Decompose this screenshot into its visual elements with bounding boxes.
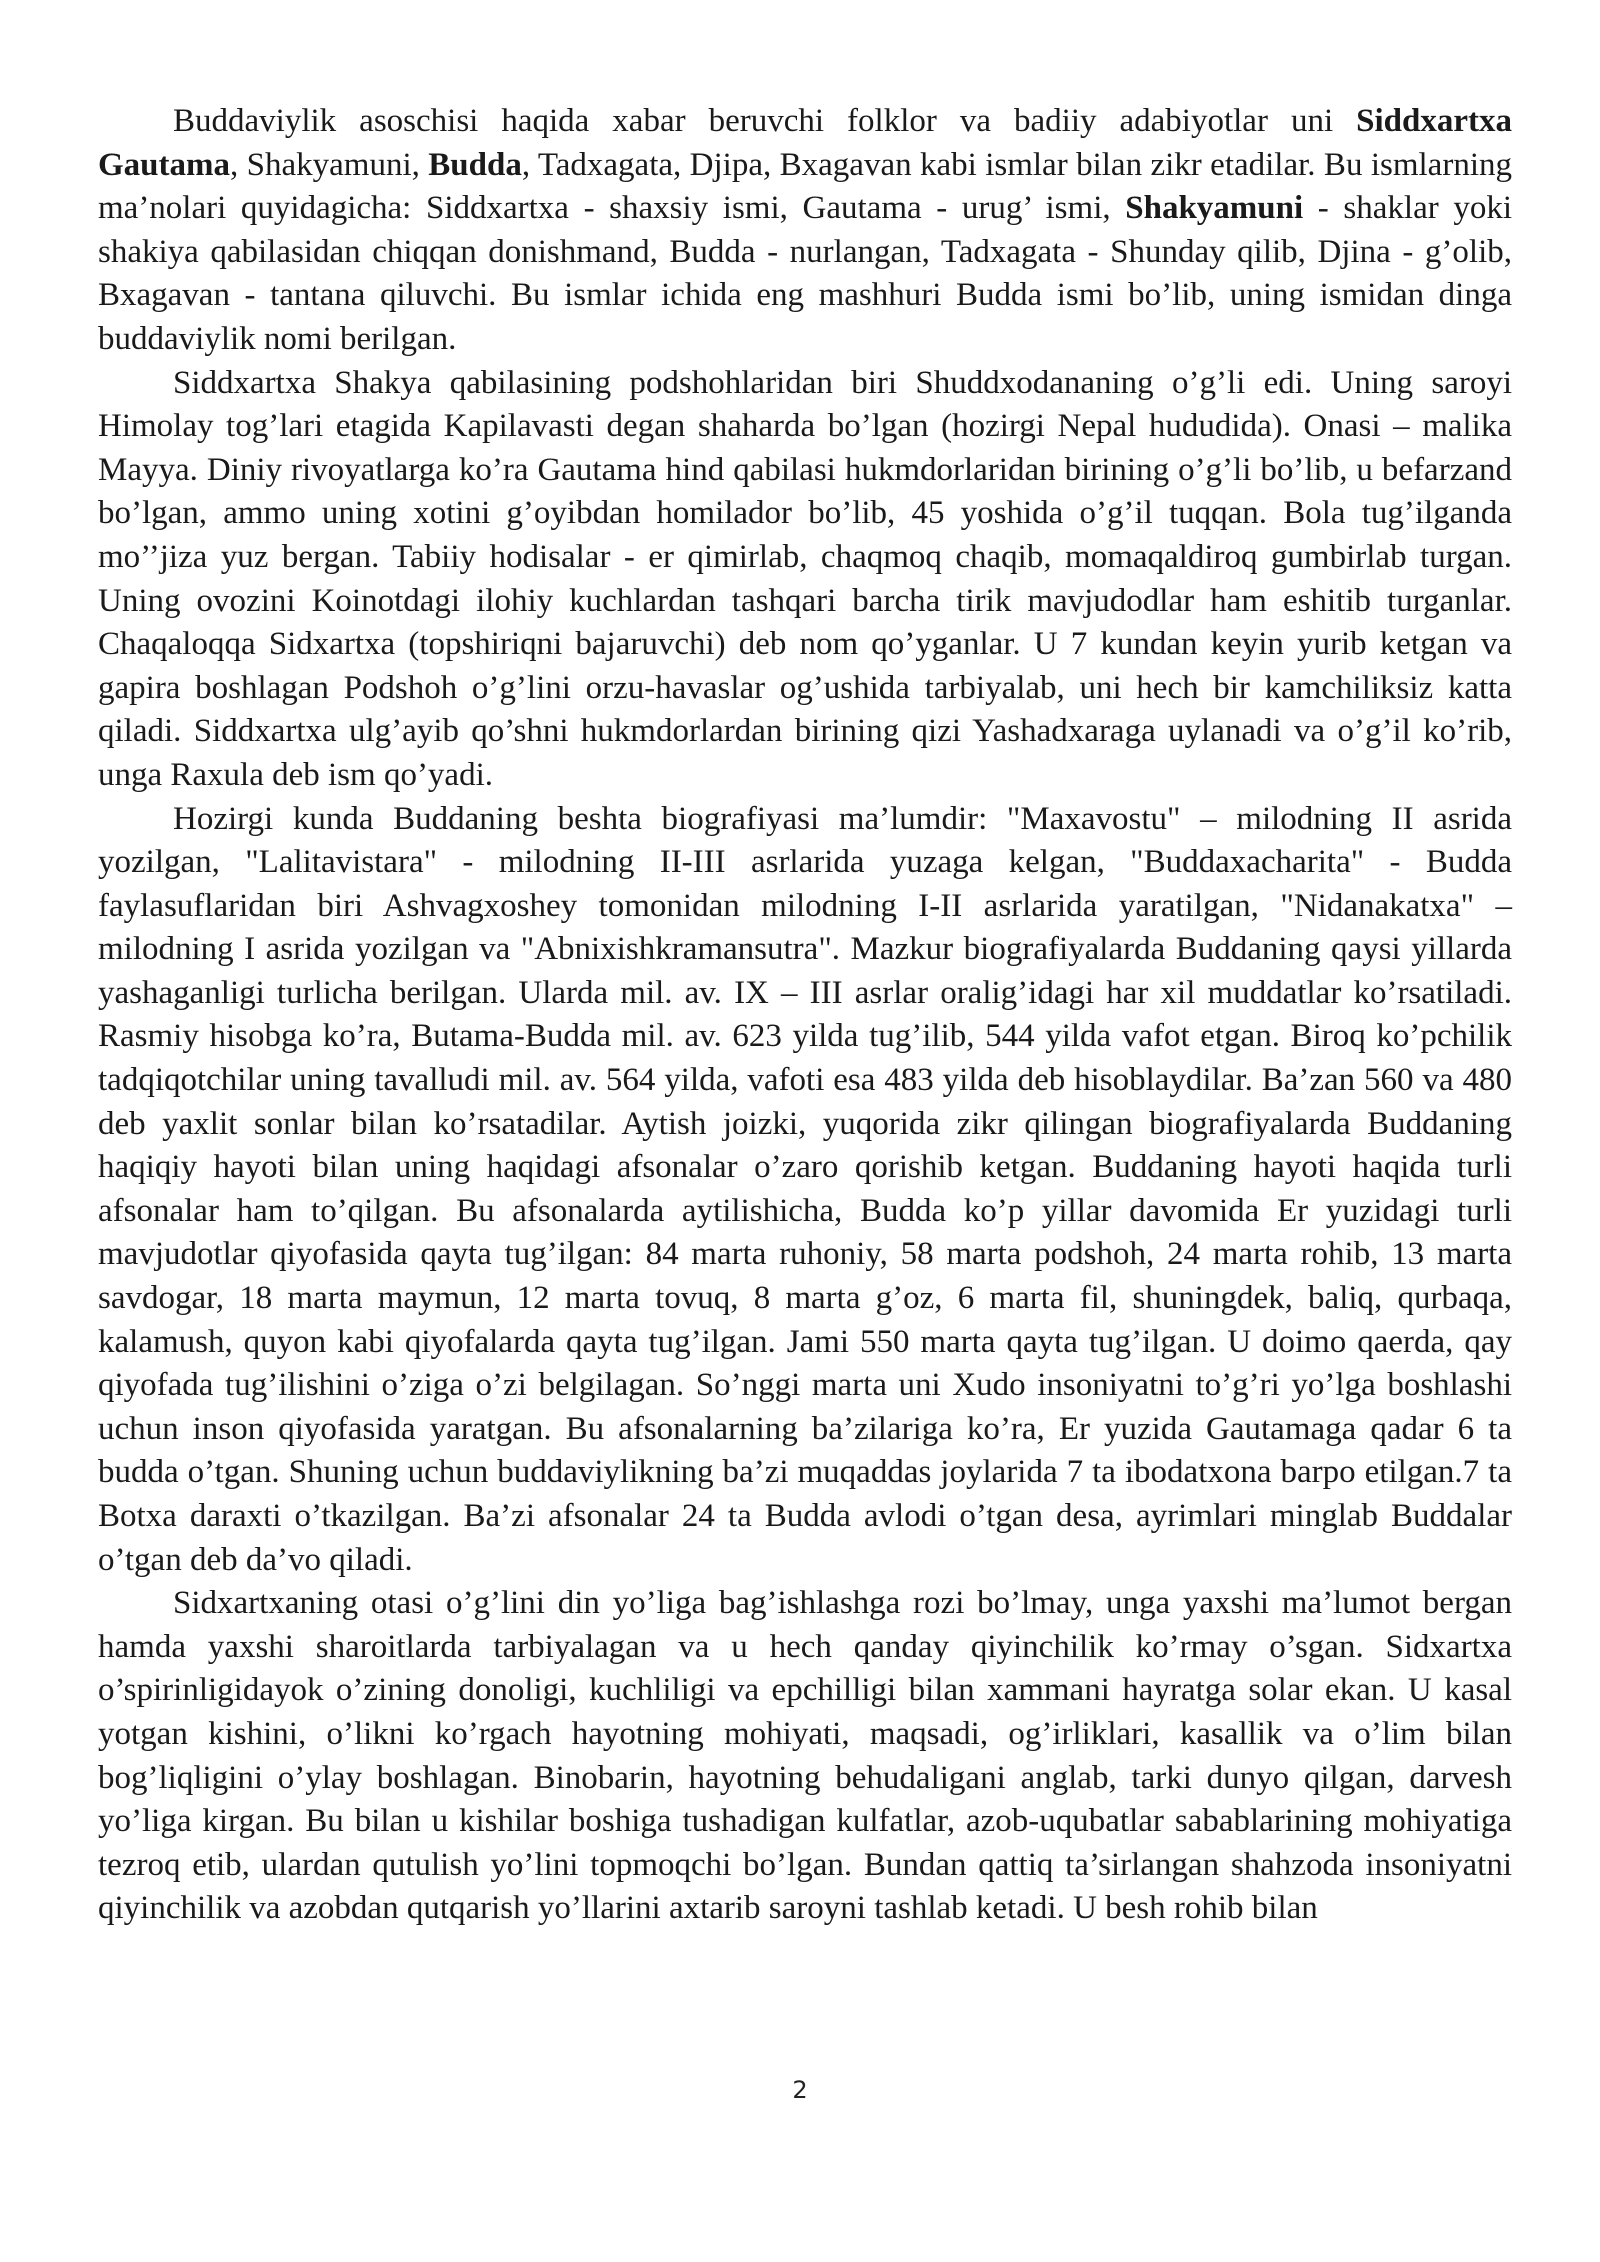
page-number: 2: [792, 2076, 808, 2104]
paragraph-4: [98, 1582, 1512, 1931]
bold-term-shakyamuni: Shakyamuni: [1125, 190, 1304, 227]
text-run: , Tadxagata, Djipa, Bxagavan kabi ismlar bilan zikr etadilar. Bu ismlarning ma’nolari quyidagicha: Siddxartxa - shaxsiy ismi, Gautama - urug’ ismi,: [98, 146, 1512, 227]
text-run: Buddaviylik asoschisi haqida xabar beruvchi folklor va badiiy adabiyotlar uni: [173, 103, 1357, 139]
paragraph-2: [98, 362, 1512, 798]
text-run: , Shakyamuni,: [230, 146, 429, 183]
text-run: Sidxartxaning otasi o’g’lini din yo’liga bag’ishlashga rozi bo’lmay, unga yaxshi ma’lumot bergan hamda yaxshi sharoitlarda tarbiyalagan va u hech qanday qiyinchilik ko’rmay o’sgan. Sidxartxa o’spirinligidayok o’zining donoligi, kuchliligi va epchilligi bilan xammani hayratga solar ekan. U kasal yotgan kishini, o’likni ko’rgach hayotning mohiyati, maqsadi, og’irliklari, kasallik va o’lim bilan bog’liqligini o’ylay boshlagan. Binobarin, hayotning behudaligani anglab, tarki dunyo qilgan, darvesh yo’liga kirgan. Bu bilan u kishilar boshiga tushadigan kulfatlar, azob-uqubatlar sabablarining mohiyatiga tezroq etib, ulardan qutulish yo’lini topmoqchi bo’lgan. Bundan qattiq ta’sirlangan shahzoda insoniyatni qiyinchilik va azobdan qutqarish yo’llarini axtarib saroyni tashlab ketadi. U besh rohib bilan: [98, 1585, 1512, 1927]
text-run: - shaklar yoki shakiya qabilasidan chiqqan donishmand, Budda - nurlangan, Tadxagata - Shunday qilib, Djina - g’olib, Bxagavan - tantana qiluvchi. Bu ismlar ichida eng mashhuri Budda ismi bo’lib, uning ismidan dinga buddaviylik nomi berilgan.: [98, 190, 1513, 357]
text-run: Siddxartxa Shakya qabilasining podshohlaridan biri Shuddxodananing o’g’li edi. Uning saroyi Himolay tog’lari etagida Kapilavasti degan shaharda bo’lgan (hozirgi Nepal hududida). Onasi – malika Mayya. Diniy rivoyatlarga ko’ra Gautama hind qabilasi hukmdorlaridan birining o’g’li bo’lib, u befarzand bo’lgan, ammo uning xotini g’oyibdan homilador bo’lib, 45 yoshida o’g’il tuqqan. Bola tug’ilganda mo’’jiza yuz bergan. Tabiiy hodisalar - er qimirlab, chaqmoq chaqib, momaqaldiroq gumbirlab turgan. Uning ovozini Koinotdagi ilohiy kuchlardan tashqari barcha tirik mavjudodlar ham eshitib turganlar. Chaqaloqqa Sidxartxa (topshiriqni bajaruvchi) deb nom qo’yganlar. U 7 kundan keyin yurib ketgan va gapira boshlagan Podshoh o’g’lini orzu-havaslar og’ushida tarbiyalab, uni hech bir kamchiliksiz katta qiladi. Siddxartxa ulg’ayib qo’shni hukmdorlardan birining qizi Yashadxaraga uylanadi va o’g’il ko’rib, unga Raxula deb ism qo’yadi.: [98, 364, 1512, 793]
bold-term-siddxartxa-gautama: Siddxartxa Gautama: [98, 103, 1512, 183]
bold-term-budda: Budda: [428, 146, 522, 183]
paragraph-3: [98, 798, 1512, 1583]
paragraph-1: [98, 100, 1512, 362]
text-run: Hozirgi kunda Buddaning beshta biografiyasi ma’lumdir: "Maxavostu" – milodning II asrida yozilgan, "Lalitavistara" - milodning II-III asrlarida yuzaga kelgan, "Buddaxacharita" - Budda faylasuflaridan biri Ashvagxoshey tomonidan milodning I-II asrlarida yaratilgan, "Nidanakatxa" – milodning I asrida yozilgan va "Abnixishkramansutra". Mazkur biografiyalarda Buddaning qaysi yillarda yashaganligi turlicha berilgan. Ularda mil. av. IX – III asrlar oralig’idagi har xil muddatlar ko’rsatiladi. Rasmiy hisobga ko’ra, Butama-Budda mil. av. 623 yilda tug’ilib, 544 yilda vafot etgan. Biroq ko’pchilik tadqiqotchilar uning tavalludi mil. av. 564 yilda, vafoti esa 483 yilda deb hisoblaydilar. Ba’zan 560 va 480 deb yaxlit sonlar bilan ko’rsatadilar. Aytish joizki, yuqorida zikr qilingan biografiyalarda Buddaning haqiqiy hayoti bilan uning haqidagi afsonalar o’zaro qorishib ketgan. Buddaning hayoti haqida turli afsonalar ham to’qilgan. Bu afsonalarda aytilishicha, Budda ko’p yillar davomida Er yuzidagi turli mavjudotlar qiyofasida qayta tug’ilgan: 84 marta ruhoniy, 58 marta podshoh, 24 marta rohib, 13 marta savdogar, 18 marta maymun, 12 marta tovuq, 8 marta g’oz, 6 marta fil, shuningdek, baliq, qurbaqa, kalamush, quyon kabi qiyofalarda qayta tug’ilgan. Jami 550 marta qayta tug’ilgan. U doimo qaerda, qay qiyofada tug’ilishini o’ziga o’zi belgilagan. So’nggi marta uni Xudo insoniyatni to’g’ri yo’lga boshlashi uchun inson qiyofasida yaratgan. Bu afsonalarning ba’zilariga ko’ra, Er yuzida Gautamaga qadar 6 ta budda o’tgan. Shuning uchun buddaviylikning ba’zi muqaddas joylarida 7 ta ibodatxona barpo etilgan.7 ta Botxa daraxti o’tkazilgan. Ba’zi afsonalar 24 ta Budda avlodi o’tgan desa, ayrimlari minglab Buddalar o’tgan deb da’vo qiladi.: [98, 800, 1512, 1578]
document-body: [98, 100, 1512, 1931]
